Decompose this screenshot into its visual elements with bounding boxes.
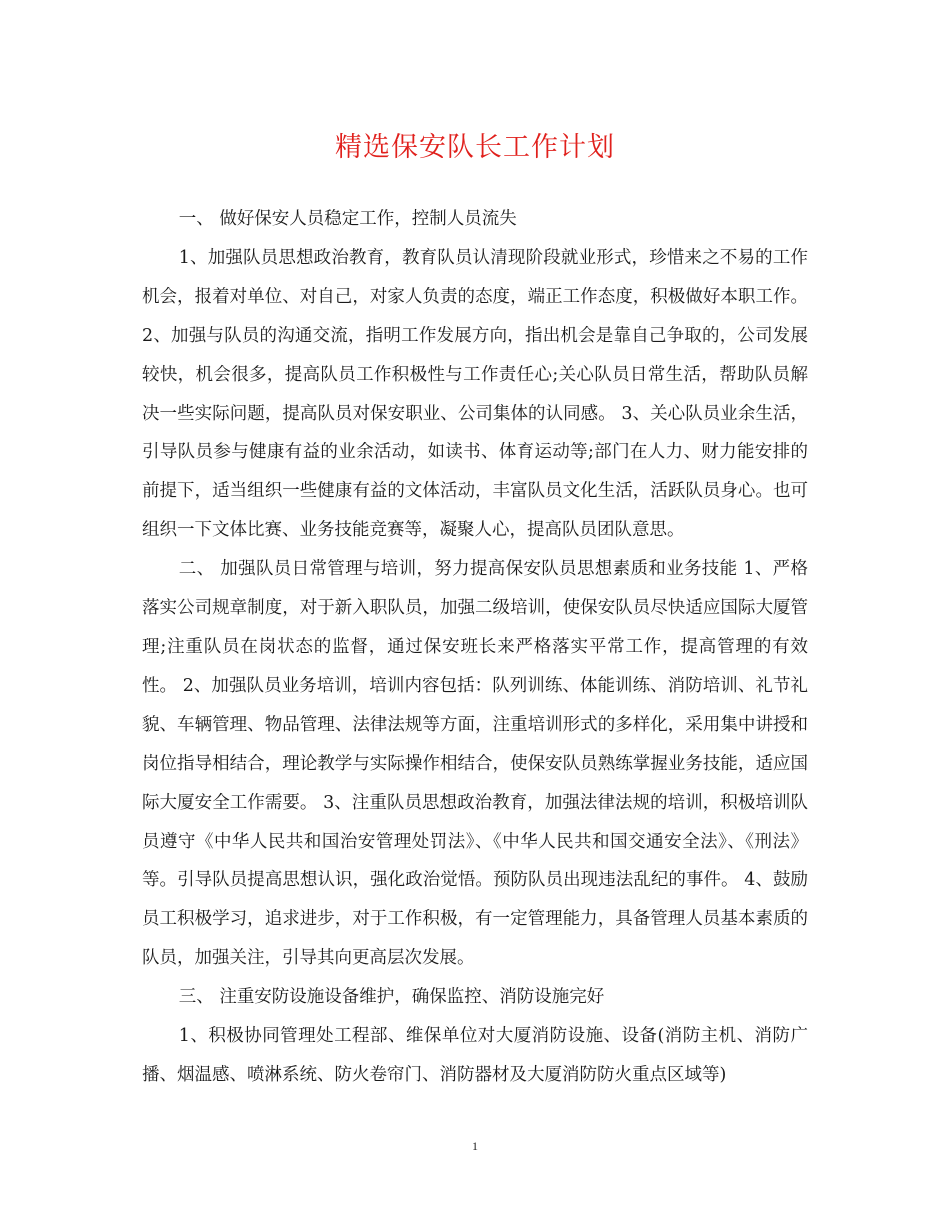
section-heading-3: 三、 注重安防设施设备维护，确保监控、消防设施完好 — [178, 987, 605, 1008]
section-heading-2-paragraph: 二、 加强队员日常管理与培训，努力提高保安队员思想素质和业务技能 1、严格落实公司规章制度，对于新入职队员，加强二级培训，使保安队员尽快适应国际大厦管理;注重队员在岗状态的监督，通过保安班长来严格落实平常工作，提高管理的有效性。 2、加强队员业务培训，培训内容包括：队列训练、体能训练、消防培训、礼节礼貌、车辆管理、物品管理、法律法规等方面，注重培训形式的多样化，采用集中讲授和岗位指导相结合，理论教学与实际操作相结合，使保安队员熟练掌握业务技能，适应国际大厦安全工作需要。 3、注重队员思想政治教育，加强法律法规的培训，积极培训队员遵守《中华人民共和国治安管理处罚法》、《中华人民共和国交通安全法》、《刑法》等。引导队员提高思想认识，强化政治觉悟。预防队员出现违法乱纪的事件。 4、鼓励员工积极学习，追求进步，对于工作积极，有一定管理能力，具备管理人员基本素质的队员，加强关注，引导其向更高层次发展。 — [142, 559, 808, 969]
paragraph-3: 1、积极协同管理处工程部、维保单位对大厦消防设施、设备(消防主机、消防广播、烟温感、喷淋系统、防火卷帘门、消防器材及大厦消防防火重点区域等) — [142, 1026, 808, 1085]
document-title: 精选保安队长工作计划 — [335, 132, 615, 163]
page-number: 1 — [472, 1139, 478, 1153]
section-heading-1: 一、 做好保安人员稳定工作，控制人员流失 — [178, 209, 517, 229]
document-body — [142, 200, 808, 1095]
paragraph-1: 1、加强队员思想政治教育，教育队员认清现阶段就业形式，珍惜来之不易的工作机会，报着对单位、对自己，对家人负责的态度，端正工作态度，积极做好本职工作。 2、加强与队员的沟通交流，指明工作发展方向，指出机会是靠自己争取的，公司发展较快，机会很多，提高队员工作积极性与工作责任心;关心队员日常生活，帮助队员解决一些实际问题，提高队员对保安职业、公司集体的认同感。 3、关心队员业余生活，引导队员参与健康有益的业余活动，如读书、体育运动等;部门在人力、财力能安排的前提下，适当组织一些健康有益的文体活动，丰富队员文化生活，活跃队员身心。也可组织一下文体比赛、业务技能竞赛等，凝聚人心，提高队员团队意思。 — [142, 247, 808, 541]
